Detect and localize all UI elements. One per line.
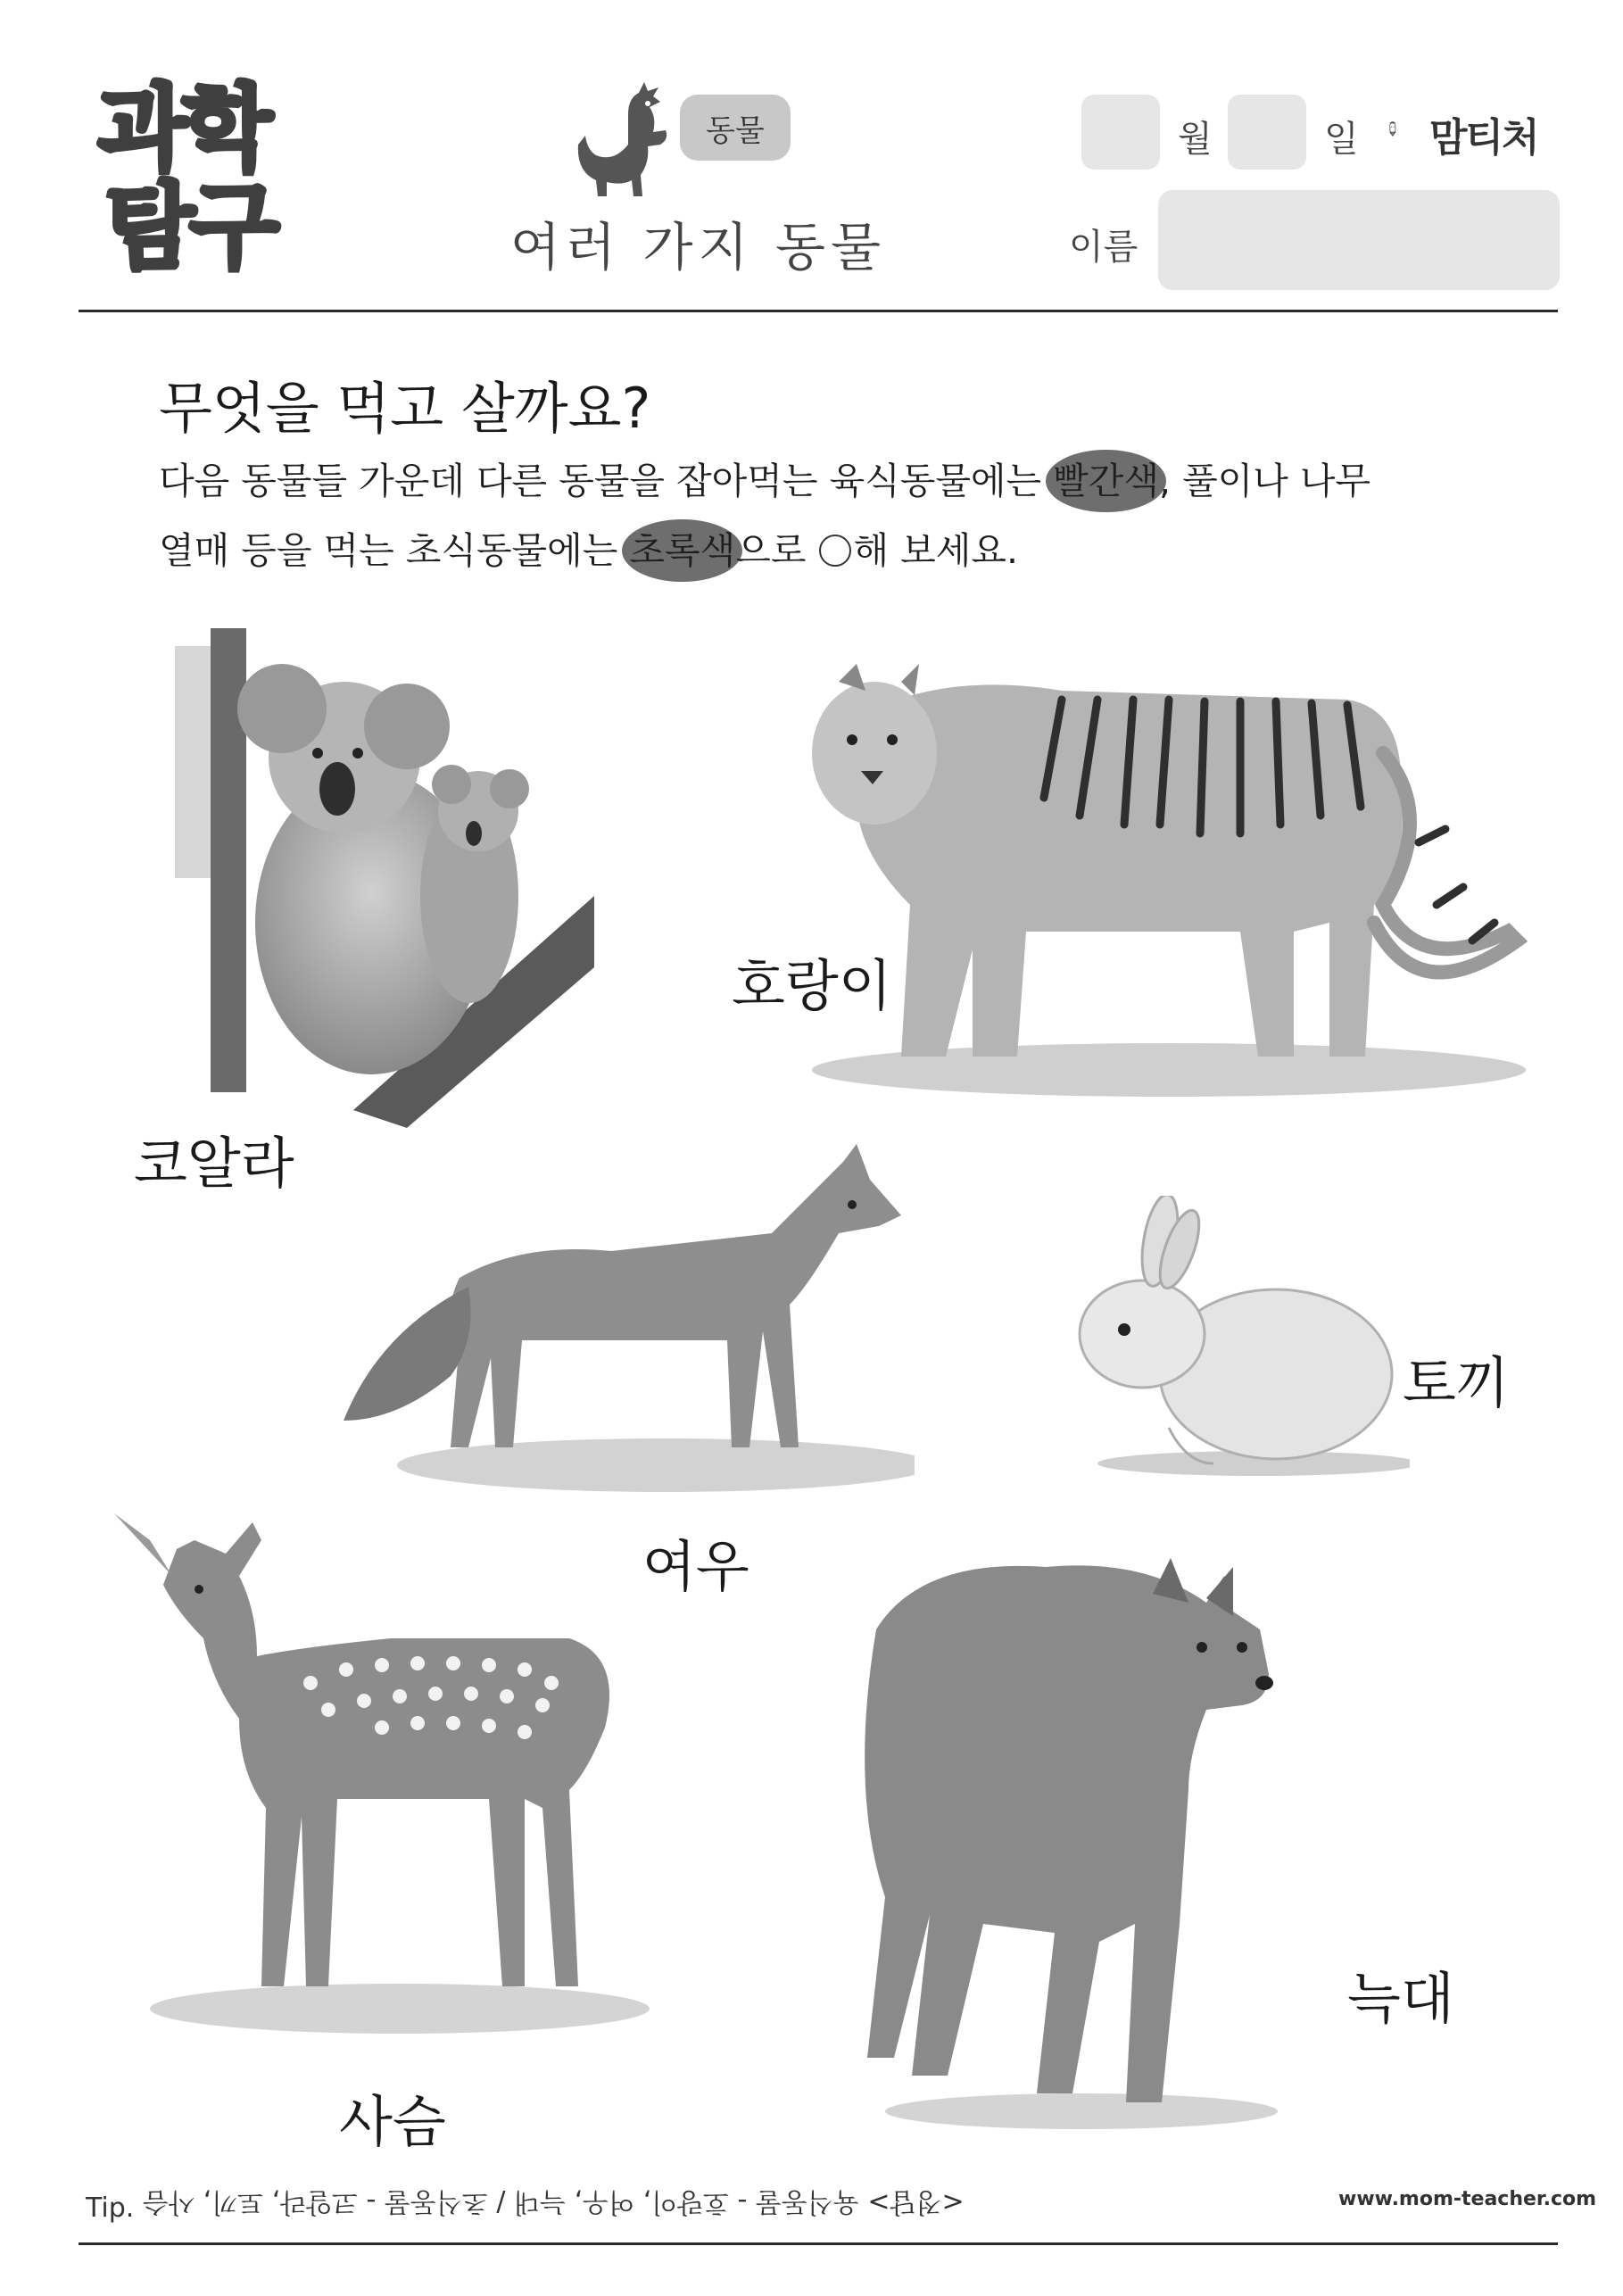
instruction-text: 다음 동물들 가운데 다른 동물을 잡아먹는 육식동물에는 [159,460,1054,502]
animal-label-rabbit: 토끼 [1403,1350,1510,1415]
name-label: 이름 [1069,227,1139,268]
dinosaur-icon [560,82,685,198]
day-input[interactable] [1228,95,1306,170]
green-highlight [629,525,735,576]
answer-tip [86,2185,964,2225]
koala-illustration[interactable] [175,628,594,1128]
pencil-mascot-icon [1388,93,1428,164]
name-input[interactable] [1158,190,1560,290]
red-label: 빨간색 [1053,460,1159,502]
tiger-illustration[interactable] [794,637,1535,1101]
instruction-line-2 [159,525,1018,576]
fox-illustration[interactable] [344,1126,915,1492]
header-divider [79,310,1558,312]
animal-label-fox: 여우 [642,1534,749,1599]
subject-logo [98,74,290,283]
animal-label-koala: 코알라 [134,1131,294,1196]
footer-divider [79,2242,1558,2245]
animal-label-wolf: 늑대 [1347,1966,1454,2031]
wolf-illustration[interactable] [849,1522,1313,2138]
animal-label-deer: 사슴 [339,2089,446,2154]
green-label: 초록색 [629,529,736,572]
tip-answer-upside-down: <정답> 육식동물 - 호랑이, 여우, 늑대 / 초식동물 - 코알라, 토끼, 사슴 [142,2186,965,2217]
logo-line-1: 과학 [98,74,267,183]
red-highlight [1053,455,1159,507]
question-title: 무엇을 먹고 살까요? [159,376,651,441]
worksheet-subtitle: 여러 가지 동물 [510,217,887,278]
instruction-line-1 [159,455,1370,507]
instruction-text: 해 보세요. [853,529,1018,572]
day-label: 일 [1324,119,1359,160]
brand-logo-text: 맘티처 [1429,115,1538,161]
instruction-text: 으로 [735,529,818,572]
month-input[interactable] [1081,95,1160,170]
website-url[interactable]: www.mom-teacher.com [1338,2188,1597,2210]
instruction-text: 열매 등을 먹는 초식동물에는 [159,529,630,572]
month-label: 월 [1178,119,1213,160]
rabbit-illustration[interactable] [1035,1196,1410,1481]
instruction-text: , 풀이나 나무 [1159,460,1371,502]
category-badge: 동물 [680,95,791,161]
deer-illustration[interactable] [105,1504,667,2040]
circle-icon [819,535,851,567]
animal-label-tiger: 호랑이 [732,953,892,1018]
tip-prefix: Tip. [86,2192,135,2224]
logo-line-2: 탐구 [105,172,274,281]
